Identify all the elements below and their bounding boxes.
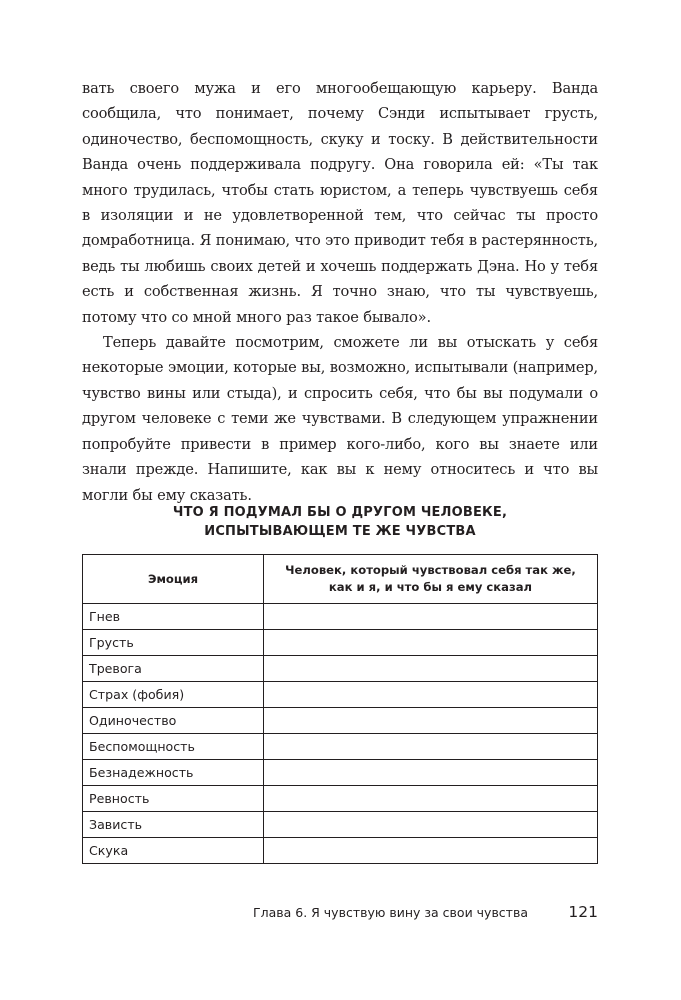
answer-cell xyxy=(264,682,598,708)
body-text xyxy=(82,76,598,508)
emotion-cell: Зависть xyxy=(83,812,264,838)
table-row xyxy=(83,760,598,786)
paragraph: вать своего мужа и его многообещающую карьеру. Ванда сообщила, что понимает, почему Сэнди испытывает грусть, одиночество, беспомощность, скуку и тоску. В действительности Ванда очень поддерживала подругу. Она говорила ей: «Ты так много трудилась, чтобы стать юристом, а теперь чувствуешь себя в изоляции и не удовлетворенной тем, что сейчас ты просто домработница. Я понимаю, что это приводит тебя в растерянность, ведь ты любишь своих детей и хочешь поддержать Дэна. Но у тебя есть и собственная жизнь. Я точно знаю, что ты чувствуешь, потому что со мной много раз такое бывало». xyxy=(82,80,598,326)
paragraph: Теперь давайте посмотрим, сможете ли вы отыскать у себя некоторые эмоции, которые вы, возможно, испытывали (например, чувство вины или стыда), и спросить себя, что бы вы подумали о другом человеке с теми же чувствами. В следующем упражнении попробуйте привести в пример кого-либо, кого вы знаете или знали прежде. Напишите, как вы к нему относитесь и что вы могли бы ему сказать. xyxy=(82,334,598,504)
header-person-line: Человек, который чувствовал себя так же, xyxy=(285,563,576,577)
table-row xyxy=(83,630,598,656)
answer-cell xyxy=(264,604,598,630)
emotions-table xyxy=(82,554,598,864)
table-row xyxy=(83,656,598,682)
answer-cell xyxy=(264,812,598,838)
answer-cell xyxy=(264,838,598,864)
table-row xyxy=(83,682,598,708)
table-row xyxy=(83,812,598,838)
table-header-row xyxy=(83,555,598,604)
answer-cell xyxy=(264,760,598,786)
emotion-cell: Ревность xyxy=(83,786,264,812)
emotion-cell: Страх (фобия) xyxy=(83,682,264,708)
table-title-line: ЧТО Я ПОДУМАЛ БЫ О ДРУГОМ ЧЕЛОВЕКЕ, xyxy=(172,505,508,520)
emotion-cell: Одиночество xyxy=(83,708,264,734)
header-person-line: как и я, и что бы я ему сказал xyxy=(328,580,533,594)
table-row xyxy=(83,786,598,812)
emotion-cell: Беспомощность xyxy=(83,734,264,760)
table-title-line: ИСПЫТЫВАЮЩЕМ ТЕ ЖЕ ЧУВСТВА xyxy=(204,524,476,539)
emotion-cell: Скука xyxy=(83,838,264,864)
emotion-cell: Тревога xyxy=(83,656,264,682)
header-emotion-label: Эмоция xyxy=(147,571,199,586)
table-row xyxy=(83,734,598,760)
answer-cell xyxy=(264,708,598,734)
header-emotion xyxy=(83,555,264,604)
page-footer xyxy=(250,902,598,924)
emotion-cell: Безнадежность xyxy=(83,760,264,786)
header-person xyxy=(264,555,598,604)
table-title xyxy=(82,503,598,541)
emotion-cell: Гнев xyxy=(83,604,264,630)
answer-cell xyxy=(264,734,598,760)
answer-cell xyxy=(264,786,598,812)
table-row xyxy=(83,604,598,630)
table-row xyxy=(83,708,598,734)
emotion-cell: Грусть xyxy=(83,630,264,656)
answer-cell xyxy=(264,630,598,656)
table-row xyxy=(83,838,598,864)
answer-cell xyxy=(264,656,598,682)
page-number: 121 xyxy=(568,903,598,921)
running-footer-chapter: Глава 6. Я чувствую вину за свои чувства xyxy=(252,905,528,920)
